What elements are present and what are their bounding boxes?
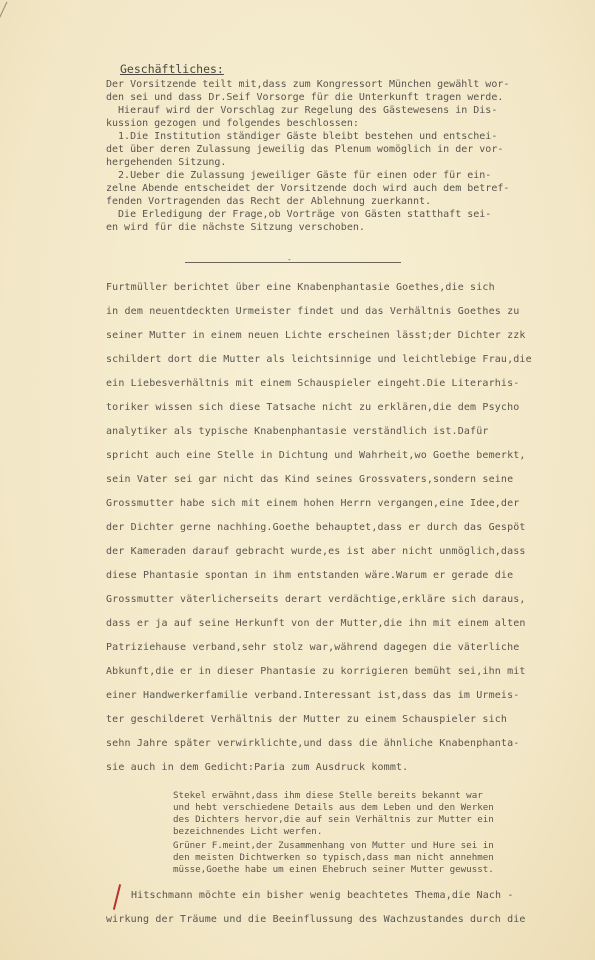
text-line: einer Handwerkerfamilie verband.Interessant ist,dass das im Urmeis-	[106, 690, 520, 701]
text-line: sie auch in dem Gedicht:Paria zum Ausdruck kommt.	[106, 762, 409, 773]
text-line: det über deren Zulassung jeweilig das Plenum womöglich in der vor-	[106, 144, 504, 155]
text-line: kussion gezogen und folgendes beschlossen:	[106, 118, 359, 129]
text-line: wirkung der Träume und die Beeinflussung des Wachzustandes durch die	[106, 914, 526, 925]
text-line: Die Erledigung der Frage,ob Vorträge von Gästen statthaft sei-	[106, 209, 492, 220]
text-line: fenden Vortragenden das Recht der Ablehnung zuerkannt.	[106, 196, 432, 207]
text-line: Grossmutter habe sich mit einem hohen Herrn vergangen,eine Idee,der	[106, 498, 520, 509]
text-line: Hitschmann möchte ein bisher wenig beachtetes Thema,die Nach -	[131, 890, 514, 901]
text-line: Grüner F.meint,der Zusammenhang von Mutter und Hure sei in	[173, 840, 494, 851]
text-line: bezeichnendes Licht werfen.	[173, 826, 323, 837]
text-line: 2.Ueber die Zulassung jeweiliger Gäste für einen oder für ein-	[106, 170, 492, 181]
text-line: in dem neuentdeckten Urmeister findet und das Verhältnis Goethes zu	[106, 306, 520, 317]
text-line: Grossmutter väterlicherseits derart verdächtige,erkläre sich daraus,	[106, 594, 526, 605]
text-line: der Kameraden darauf gebracht wurde,es ist aber nicht unmöglich,dass	[106, 546, 526, 557]
red-margin-mark	[113, 884, 121, 910]
text-line: 1.Die Institution ständiger Gäste bleibt bestehen und entschei-	[106, 131, 498, 142]
text-line: Hierauf wird der Vorschlag zur Regelung des Gästewesens in Dis-	[106, 105, 498, 116]
text-line: des Dichters hervor,die auf sein Verhältnis zur Mutter ein	[173, 814, 494, 825]
text-line: Abkunft,die er in dieser Phantasie zu korrigieren bemüht sei,ihn mit	[106, 666, 526, 677]
text-line: toriker wissen sich diese Tatsache nicht zu erklären,die dem Psycho	[106, 402, 520, 413]
text-line: Der Vorsitzende teilt mit,dass zum Kongressort München gewählt wor-	[106, 79, 510, 90]
text-line: spricht auch eine Stelle in Dichtung und Wahrheit,wo Goethe bemerkt,	[106, 450, 526, 461]
text-line: und hebt verschiedene Details aus dem Leben und den Werken	[173, 802, 494, 813]
text-line: Stekel erwähnt,dass ihm diese Stelle bereits bekannt war	[173, 790, 483, 801]
text-line: den sei und dass Dr.Seif Vorsorge für die Unterkunft tragen werde.	[106, 92, 504, 103]
text-line: der Dichter gerne nachhing.Goethe behauptet,dass er durch das Gespöt	[106, 522, 526, 533]
text-line: dass er ja auf seine Herkunft von der Mutter,die ihn mit einem alten	[106, 618, 526, 629]
text-line: en wird für die nächste Sitzung verschoben.	[106, 222, 365, 233]
text-line: seiner Mutter in einem neuen Lichte erscheinen lässt;der Dichter zzk	[106, 330, 526, 341]
text-line: analytiker als typische Knabenphantasie verständlich ist.Dafür	[106, 426, 489, 437]
text-line: sehn Jahre später verwirklichte,und dass die ähnliche Knabenphanta-	[106, 738, 520, 749]
text-line: zelne Abende entscheidet der Vorsitzende doch wird auch dem betref-	[106, 183, 510, 194]
text-line: diese Phantasie spontan in ihm entstanden wäre.Warum er gerade die	[106, 570, 514, 581]
separator-mark: -	[287, 255, 292, 264]
section-separator	[185, 262, 401, 263]
corner-pencil-mark	[0, 2, 20, 25]
text-line: sein Vater sei gar nicht das Kind seines Grossvaters,sondern seine	[106, 474, 514, 485]
text-line: müsse,Goethe habe um einen Ehebruch seiner Mutter gewusst.	[173, 864, 494, 875]
text-line: Furtmüller berichtet über eine Knabenphantasie Goethes,die sich	[106, 282, 495, 293]
section-heading: Geschäftliches:	[120, 62, 224, 76]
text-line: schildert dort die Mutter als leichtsinnige und leichtlebige Frau,die	[106, 354, 532, 365]
text-line: ter geschilderet Verhältnis der Mutter zu einem Schauspieler sich	[106, 714, 508, 725]
text-line: den meisten Dichtwerken so typisch,dass man nicht annehmen	[173, 852, 494, 863]
text-line: hergehenden Sitzung.	[106, 157, 227, 168]
text-line: Patriziehause verband,sehr stolz war,während dagegen die väterliche	[106, 642, 520, 653]
text-line: ein Liebesverhältnis mit einem Schauspieler eingeht.Die Literarhis-	[106, 378, 520, 389]
